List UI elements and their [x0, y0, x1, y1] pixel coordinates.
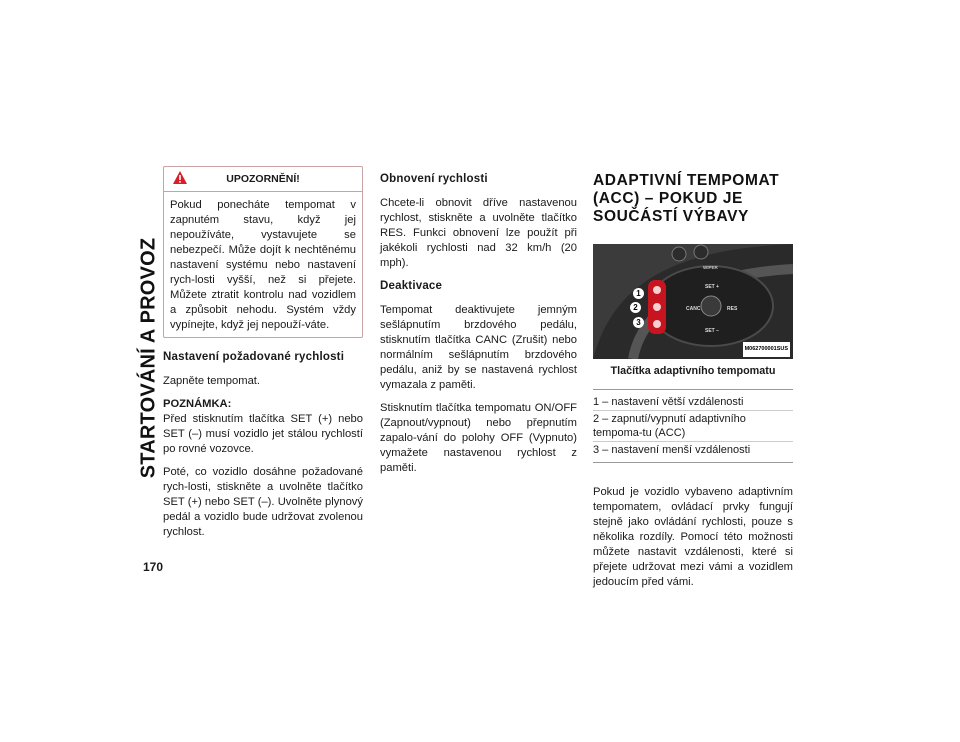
column-2 [380, 172, 577, 484]
callout-3: 3 [633, 317, 644, 328]
figure-label-canc: CANC [686, 306, 701, 312]
figure-label-set-plus: SET + [705, 284, 720, 290]
heading-deactivation: Deaktivace [380, 280, 443, 292]
heading-resume-speed: Obnovení rychlosti [380, 173, 488, 185]
warning-icon [172, 170, 188, 185]
note-text: Před stisknutím tlačítka SET (+) nebo SET (–) musí vozidlo jet stálou rychlostí po rovné vozovce. [163, 413, 363, 455]
paragraph: Tempomat deaktivujete jemným sešlápnutím brzdového pedálu, stisknutím tlačítka CANC (Zrušit) nebo normálním sešlápnutím brzdového pedálu, aniž by se nastavená rychlost vymazala z paměti. [380, 304, 577, 391]
paragraph: Chcete-li obnovit dříve nastavenou rychlost, stiskněte a uvolněte tlačítko RES. Funkci obnovení lze použít při jakékoli rychlosti nad 32 km/h (20 mph). [380, 197, 577, 269]
note-label: POZNÁMKA: [163, 398, 232, 410]
figure-label-res: RES [727, 306, 738, 312]
acc-buttons-figure [593, 244, 793, 359]
paragraph: Zapněte tempomat. [163, 375, 261, 387]
section-title [136, 170, 162, 546]
figure-label-wiper: WIPER [703, 265, 718, 270]
warning-box [163, 166, 363, 338]
paragraph: Pokud je vozidlo vybaveno adaptivním tempomatem, ovládací prvky fungují stejně jako ovládání rychlosti, pouze s několika rozdíly. Pomocí této možnosti můžete nastavit vzdálenosti, které si přejete udržovat mezi vámi a vozidlem jedoucím před vámi. [593, 486, 793, 588]
figure-label-set-minus: SET – [705, 328, 719, 334]
figure-caption: Tlačítka adaptivního tempomatu [610, 365, 776, 377]
paragraph: Stisknutím tlačítka tempomatu ON/OFF (Zapnout/vypnout) nebo přepnutím zapalo-vání do polohy OFF (Vypnuto) vymažete nastavenou rychlost z paměti. [380, 402, 577, 474]
heading-set-speed: Nastavení požadované rychlosti [163, 351, 345, 363]
page-number: 170 [143, 560, 164, 574]
column-3 [593, 172, 793, 598]
legend-item: 3 – nastavení menší vzdálenosti [593, 441, 793, 458]
paragraph: Poté, co vozidlo dosáhne požadované rych-losti, stiskněte a uvolněte tlačítko SET (+) nebo SET (–). Uvolněte plynový pedál a vozidlo bude udržovat zvolenou rychlost. [163, 466, 363, 538]
legend-item: 1 – nastavení větší vzdálenosti [593, 396, 744, 408]
section-heading-acc: ADAPTIVNÍ TEMPOMAT (ACC) – POKUD JE SOUČÁSTÍ VÝBAVY [593, 172, 780, 225]
warning-body [164, 192, 362, 337]
note [163, 397, 363, 457]
figure-legend [593, 389, 793, 463]
legend-item: 2 – zapnutí/vypnutí adaptivního tempoma-tu (ACC) [593, 410, 793, 441]
warning-header [164, 167, 362, 192]
section-title-text: STARTOVÁNÍ A PROVOZ [137, 237, 160, 479]
callout-2: 2 [630, 302, 641, 313]
callout-1: 1 [633, 288, 644, 299]
column-1 [163, 166, 363, 548]
warning-text: Pokud ponecháte tempomat v zapnutém stavu, když jej nepoužíváte, vystavujete se nebezpečí. Může dojít k nechtěnému nastavení systému nebo nastavení rych-losti vyšší, než si přejete. Můžete ztratit kontrolu nad vozidlem a způsobit nehodu. Systém vždy vypínejte, když jej nepouží-váte. [170, 199, 356, 331]
warning-heading: UPOZORNĚNÍ! [226, 173, 300, 185]
figure-code: M062700001SUS [743, 342, 790, 357]
